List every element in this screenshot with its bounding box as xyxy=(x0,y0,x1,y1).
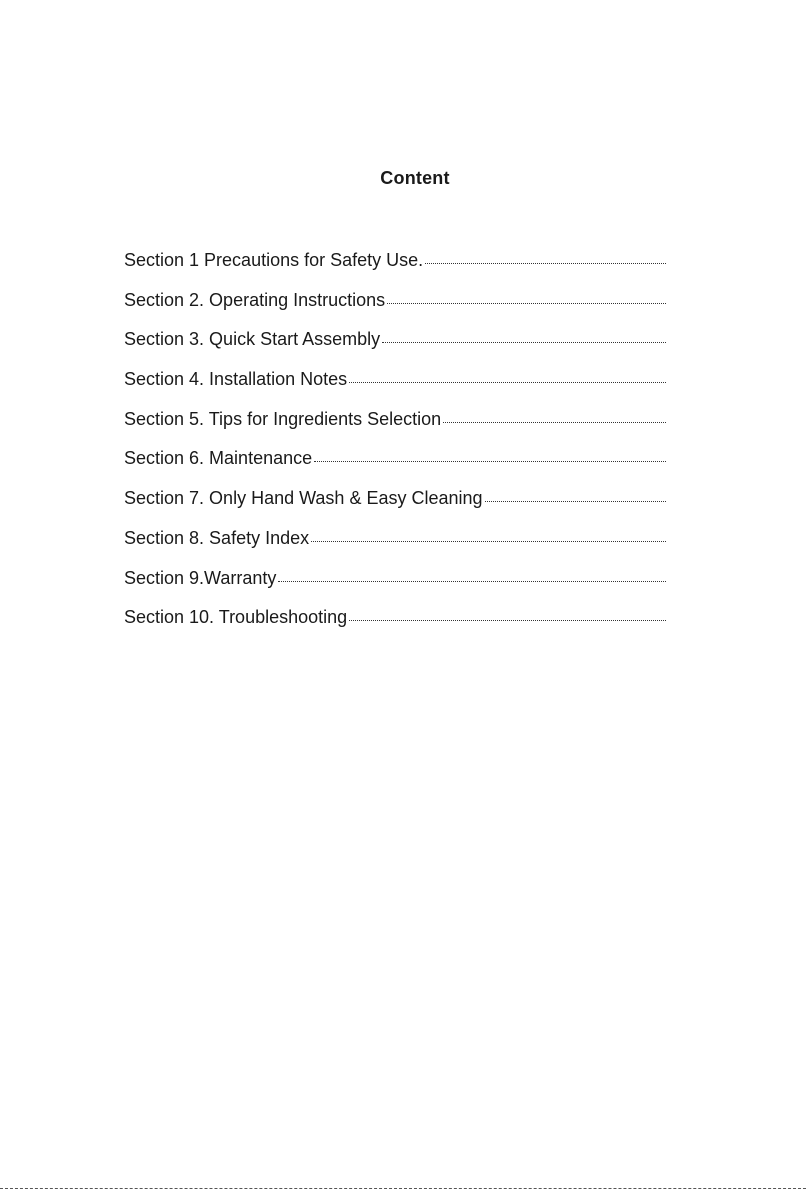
toc-entry-section-1[interactable] xyxy=(124,248,666,288)
toc-dot-leader xyxy=(387,303,666,304)
page-title: Content xyxy=(380,168,450,188)
toc-dot-leader xyxy=(278,581,666,582)
toc-entry-section-3[interactable] xyxy=(124,327,666,367)
toc-entry-label: Section 8. Safety Index xyxy=(124,527,310,548)
page-bottom-divider xyxy=(0,1188,806,1189)
toc-dot-leader xyxy=(314,461,666,462)
toc-entry-section-6[interactable] xyxy=(124,446,666,486)
toc-dot-leader xyxy=(349,382,666,383)
toc-entry-label: Section 2. Operating Instructions xyxy=(124,289,386,310)
toc-entry-label: Section 7. Only Hand Wash & Easy Cleaning xyxy=(124,488,483,509)
toc-dot-leader xyxy=(311,541,666,542)
toc-entry-section-10[interactable] xyxy=(124,605,666,645)
toc-entry-label: Section 5. Tips for Ingredients Selection xyxy=(124,408,442,429)
toc-entry-label: Section 4. Installation Notes xyxy=(124,369,348,390)
toc-entry-section-8[interactable] xyxy=(124,526,666,566)
toc-entry-label: Section 1 Precautions for Safety Use. xyxy=(124,250,424,270)
toc-entry-label: Section 9.Warranty xyxy=(124,567,277,588)
toc-entry-section-2[interactable] xyxy=(124,288,666,328)
toc-entry-label: Section 10. Troubleshooting xyxy=(124,607,348,628)
toc-dot-leader xyxy=(443,422,666,423)
toc-entry-label: Section 3. Quick Start Assembly xyxy=(124,329,381,350)
toc-dot-leader xyxy=(349,620,666,621)
toc-entry-section-7[interactable] xyxy=(124,486,666,526)
toc-entry-label: Section 6. Maintenance xyxy=(124,448,313,469)
toc-entry-section-5[interactable] xyxy=(124,407,666,447)
toc-entry-section-9[interactable] xyxy=(124,566,666,606)
toc-entry-section-4[interactable] xyxy=(124,367,666,407)
toc-dot-leader xyxy=(485,501,666,502)
table-of-contents xyxy=(124,248,666,645)
toc-dot-leader xyxy=(425,263,666,264)
toc-dot-leader xyxy=(382,342,666,343)
